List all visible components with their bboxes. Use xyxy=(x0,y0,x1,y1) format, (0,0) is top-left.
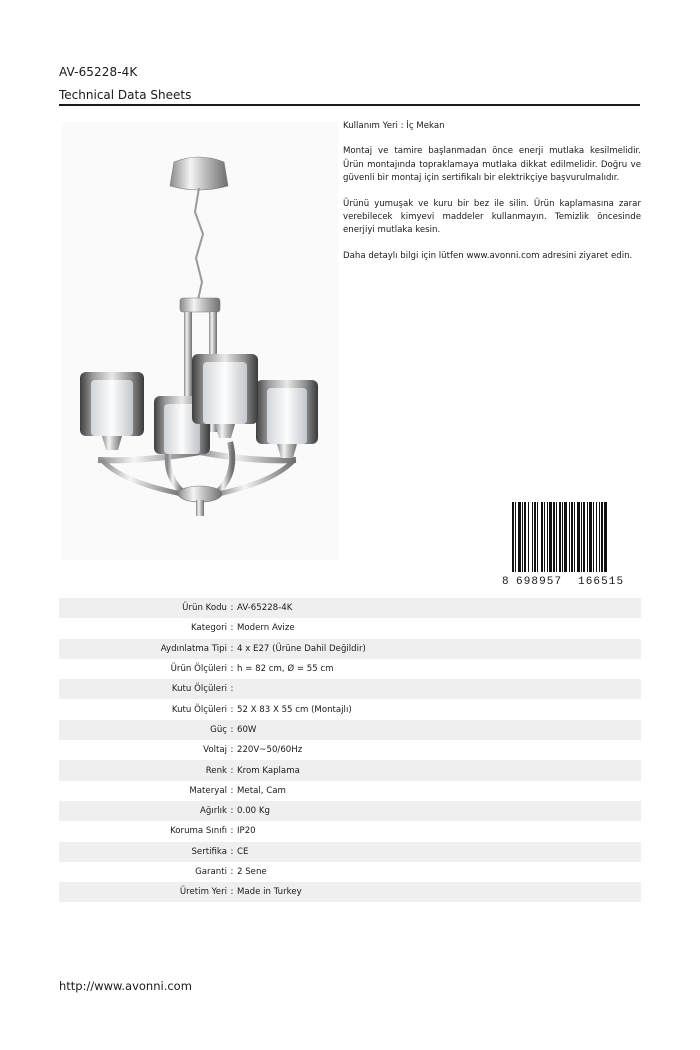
spec-row xyxy=(59,618,641,638)
spec-row xyxy=(59,842,641,862)
spec-value: 60W xyxy=(237,724,257,735)
barcode-bar xyxy=(528,502,529,572)
spec-label: Ürün Kodu xyxy=(182,603,227,614)
spec-separator: : xyxy=(230,704,234,715)
spec-separator: : xyxy=(230,684,234,695)
spec-value: AV-65228-4K xyxy=(237,603,293,614)
barcode-bar xyxy=(587,502,588,572)
info-panel xyxy=(343,120,641,275)
spec-row xyxy=(59,720,641,740)
barcode-digit-first: 8 xyxy=(502,576,509,586)
barcode-bar xyxy=(562,502,563,572)
usage-location: Kullanım Yeri : İç Mekan xyxy=(343,121,445,131)
cleaning-paragraph: Ürünü yumuşak ve kuru bir bez ile silin. Ürün kaplamasına zarar verebilecek kimyevi maddeler kullanmayın. Temizlik öncesinde enerjiyi mutlaka kesin. xyxy=(343,198,641,236)
barcode-bar xyxy=(537,502,538,572)
barcode-bar xyxy=(559,502,561,572)
barcode-bar xyxy=(569,502,570,572)
spec-separator: : xyxy=(230,867,234,877)
barcode-bar xyxy=(596,502,597,572)
barcode-bar xyxy=(541,502,543,572)
spec-row xyxy=(59,598,641,618)
barcode-digits-right: 166515 xyxy=(578,576,625,586)
barcode-bar xyxy=(593,502,594,572)
barcode-bar xyxy=(512,502,514,572)
spec-row xyxy=(59,760,641,780)
spec-value: 220V~50/60Hz xyxy=(237,745,303,756)
barcode-bar xyxy=(547,502,548,572)
document-title: Technical Data Sheets xyxy=(59,88,192,102)
spec-separator: : xyxy=(230,887,234,898)
spec-label: Garanti xyxy=(195,867,227,877)
spec-separator: : xyxy=(230,724,234,735)
barcode-bar xyxy=(515,502,516,572)
barcode-bar xyxy=(524,502,526,572)
spec-separator: : xyxy=(230,765,234,776)
spec-row xyxy=(59,882,641,902)
barcode-bar xyxy=(544,502,545,572)
spec-label: Voltaj xyxy=(203,745,227,756)
spec-separator: : xyxy=(230,623,234,634)
product-code: AV-65228-4K xyxy=(59,65,138,79)
spec-label: Aydınlatma Tipi xyxy=(160,643,227,654)
barcode-bar xyxy=(583,502,585,572)
spec-row xyxy=(59,862,641,882)
spec-label: Materyal xyxy=(189,785,227,796)
safety-paragraph: Montaj ve tamire başlanmadan önce enerji mutlaka kesilmelidir. Ürün montajında topraklamaya mutlaka dikkat edilmelidir. Doğru ve güvenli bir montaj için sertifikalı bir elektrikçiye başvurulmalıdır. xyxy=(343,146,641,184)
spec-separator: : xyxy=(230,603,234,614)
barcode-bar xyxy=(549,502,552,572)
spec-value: 4 x E27 (Ürüne Dahil Değildir) xyxy=(237,643,366,654)
barcode-digits-left: 698957 xyxy=(516,576,563,586)
spec-label: Ağırlık xyxy=(199,806,227,817)
spec-label: Kategori xyxy=(190,623,227,634)
footer-url: http://www.avonni.com xyxy=(59,979,192,993)
spec-value: 52 X 83 X 55 cm (Montajlı) xyxy=(237,704,352,715)
spec-label: Renk xyxy=(205,765,227,776)
barcode-bar xyxy=(581,502,582,572)
spec-value: IP20 xyxy=(237,826,256,837)
spec-row xyxy=(59,740,641,760)
barcode-bar xyxy=(574,502,575,572)
spec-row xyxy=(59,659,641,679)
spec-label: Ürün Ölçüleri xyxy=(170,664,227,675)
spec-separator: : xyxy=(230,826,234,837)
spec-separator: : xyxy=(230,806,234,817)
spec-separator: : xyxy=(230,745,234,756)
spec-value: 2 Sene xyxy=(237,867,267,877)
barcode xyxy=(500,502,640,586)
spec-label: Üretim Yeri xyxy=(179,887,227,898)
barcode-bar xyxy=(553,502,555,572)
spec-row xyxy=(59,679,641,699)
spec-value: 0.00 Kg xyxy=(237,806,270,817)
barcode-bar xyxy=(589,502,592,572)
spec-label: Kutu Ölçüleri xyxy=(171,684,227,695)
spec-label: Güç xyxy=(210,724,227,735)
barcode-bar xyxy=(522,502,523,572)
specifications-table xyxy=(59,598,641,902)
spec-label: Kutu Ölçüleri xyxy=(171,704,227,715)
spec-separator: : xyxy=(230,785,234,796)
barcode-bar xyxy=(556,502,557,572)
spec-value: Metal, Cam xyxy=(237,785,286,796)
spec-label: Sertifika xyxy=(191,846,227,857)
barcode-bar xyxy=(564,502,567,572)
spec-value: Modern Avize xyxy=(237,623,295,634)
spec-label: Koruma Sınıfı xyxy=(170,826,227,837)
spec-row xyxy=(59,699,641,719)
spec-separator: : xyxy=(230,664,234,675)
spec-row xyxy=(59,821,641,841)
spec-row xyxy=(59,639,641,659)
barcode-bar xyxy=(532,502,533,572)
barcode-bar xyxy=(599,502,600,572)
barcode-bar xyxy=(534,502,536,572)
more-info-paragraph: Daha detaylı bilgi için lütfen www.avonni.com adresini ziyaret edin. xyxy=(343,250,633,261)
spec-value: Krom Kaplama xyxy=(237,765,300,776)
barcode-bar xyxy=(571,502,573,572)
barcode-bar xyxy=(601,502,603,572)
barcode-bar xyxy=(518,502,521,572)
barcode-bars xyxy=(512,502,607,572)
spec-row xyxy=(59,801,641,821)
spec-value: CE xyxy=(237,846,249,857)
header-divider xyxy=(59,104,640,106)
spec-value: Made in Turkey xyxy=(237,887,302,898)
chandelier-image xyxy=(62,122,338,560)
spec-row xyxy=(59,781,641,801)
barcode-bar xyxy=(577,502,580,572)
barcode-bar xyxy=(604,502,607,572)
spec-value: h = 82 cm, Ø = 55 cm xyxy=(237,664,334,675)
spec-separator: : xyxy=(230,846,234,857)
spec-separator: : xyxy=(230,643,234,654)
